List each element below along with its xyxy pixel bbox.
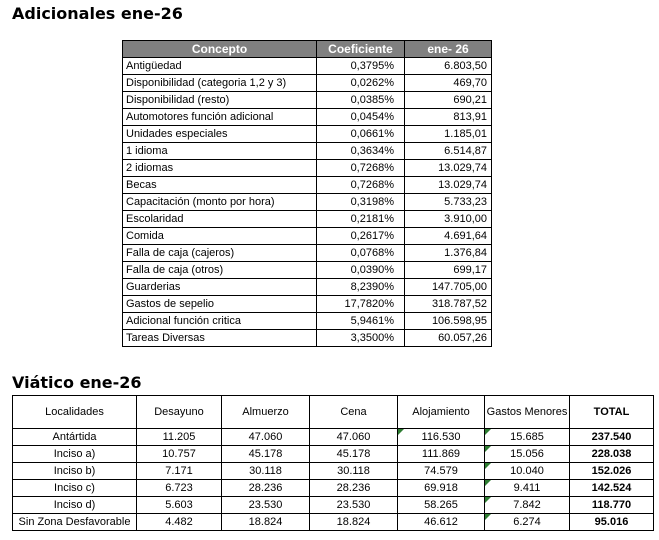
cell-concepto: Tareas Diversas [123,330,317,347]
table-row [123,245,492,262]
cell-value: 237.540 [591,431,632,443]
cell-coeficiente: 8,2390% [317,279,405,296]
cell-value: Sin Zona Desfavorable [18,516,131,528]
table-row [123,211,492,228]
cell-value: 152.026 [591,465,632,477]
cell-concepto: Unidades especiales [123,126,317,143]
cell-marker-icon [485,446,491,452]
cell-concepto: Falla de caja (cajeros) [123,245,317,262]
cell-almuerzo [222,463,310,480]
cell-monto: 5.733,23 [405,194,492,211]
cell-value: 118.770 [591,499,632,511]
table-row [13,463,654,480]
cell-concepto: Becas [123,177,317,194]
cell-value: 23.530 [248,499,283,511]
table-row [123,177,492,194]
cell-total [570,463,654,480]
cell-gastos-menores [485,463,570,480]
cell-value: 23.530 [336,499,371,511]
cell-total [570,446,654,463]
header-localidades: Localidades [13,396,137,429]
table-row [13,514,654,531]
cell-concepto: Gastos de sepelio [123,296,317,313]
cell-value: 15.056 [510,448,544,460]
table-row [13,480,654,497]
cell-monto: 3.910,00 [405,211,492,228]
cell-value: 18.824 [248,516,283,528]
header-desayuno: Desayuno [137,396,222,429]
cell-monto: 4.691,64 [405,228,492,245]
cell-value: 28.236 [248,482,283,494]
cell-cena [310,463,398,480]
cell-gastos-menores [485,429,570,446]
table-row [123,126,492,143]
cell-monto: 6.803,50 [405,58,492,75]
viatico-table [12,395,654,531]
cell-cena [310,429,398,446]
cell-coeficiente: 0,0454% [317,109,405,126]
cell-concepto: Falla de caja (otros) [123,262,317,279]
table-row [123,279,492,296]
header-total: TOTAL [570,396,654,429]
table-row [13,446,654,463]
cell-monto: 13.029,74 [405,177,492,194]
cell-marker-icon [485,514,491,520]
cell-desayuno [137,463,222,480]
header-periodo: ene- 26 [405,41,492,58]
cell-cena [310,480,398,497]
cell-alojamiento [398,480,485,497]
table-row [123,75,492,92]
cell-value: Antártida [52,431,97,443]
cell-value: 4.482 [165,516,193,528]
cell-value: 58.265 [424,499,458,511]
cell-coeficiente: 0,0661% [317,126,405,143]
cell-localidad [13,446,137,463]
cell-localidad [13,429,137,446]
cell-value: 228.038 [591,448,632,460]
cell-alojamiento [398,429,485,446]
cell-concepto: Automotores función adicional [123,109,317,126]
cell-gastos-menores [485,480,570,497]
table-row [123,262,492,279]
cell-monto: 1.185,01 [405,126,492,143]
cell-value: 5.603 [165,499,193,511]
cell-total [570,480,654,497]
cell-concepto: Disponibilidad (categoria 1,2 y 3) [123,75,317,92]
table-row [123,194,492,211]
cell-desayuno [137,497,222,514]
table-row [123,330,492,347]
header-gastos-menores: Gastos Menores [485,396,570,429]
cell-desayuno [137,514,222,531]
cell-value: 30.118 [249,465,282,477]
cell-value: 10.040 [510,465,544,477]
table-row [123,228,492,245]
cell-value: Inciso b) [53,465,96,477]
table-row [13,429,654,446]
cell-gastos-menores [485,514,570,531]
cell-total [570,514,654,531]
cell-cena [310,446,398,463]
cell-coeficiente: 0,3795% [317,58,405,75]
cell-coeficiente: 0,3634% [317,143,405,160]
cell-alojamiento [398,514,485,531]
cell-value: 28.236 [336,482,371,494]
cell-desayuno [137,480,222,497]
table-header-row [123,41,492,58]
cell-concepto: Comida [123,228,317,245]
cell-almuerzo [222,480,310,497]
adicionales-table [122,40,492,347]
cell-monto: 1.376,84 [405,245,492,262]
cell-value: 46.612 [424,516,458,528]
cell-coeficiente: 3,3500% [317,330,405,347]
cell-value: Inciso c) [54,482,95,494]
cell-monto: 147.705,00 [405,279,492,296]
cell-coeficiente: 0,0390% [317,262,405,279]
header-concepto: Concepto [123,41,317,58]
table-row [123,296,492,313]
cell-coeficiente: 0,7268% [317,177,405,194]
cell-value: 95.016 [594,516,629,528]
cell-value: 45.178 [336,448,371,460]
cell-concepto: Guarderias [123,279,317,296]
cell-value: 69.918 [424,482,458,494]
cell-value: 18.824 [336,516,371,528]
cell-coeficiente: 5,9461% [317,313,405,330]
cell-concepto: Capacitación (monto por hora) [123,194,317,211]
cell-value: Inciso d) [53,499,96,511]
cell-concepto: Escolaridad [123,211,317,228]
cell-alojamiento [398,446,485,463]
cell-value: 7.842 [513,499,541,511]
cell-monto: 13.029,74 [405,160,492,177]
cell-alojamiento [398,463,485,480]
cell-value: 74.579 [424,465,458,477]
header-cena: Cena [310,396,398,429]
cell-value: 45.178 [248,448,283,460]
cell-concepto: Antigüedad [123,58,317,75]
cell-localidad [13,463,137,480]
cell-concepto: 2 idiomas [123,160,317,177]
table-row [123,313,492,330]
adicionales-title: Adicionales ene-26 [12,4,183,23]
table-row [13,497,654,514]
cell-value: 15.685 [510,431,544,443]
cell-monto: 318.787,52 [405,296,492,313]
cell-monto: 699,17 [405,262,492,279]
cell-monto: 106.598,95 [405,313,492,330]
cell-marker-icon [485,429,491,435]
table-row [123,92,492,109]
cell-value: 9.411 [513,482,541,494]
cell-total [570,429,654,446]
cell-almuerzo [222,514,310,531]
table-row [123,58,492,75]
cell-value: 111.869 [421,448,461,460]
table-row [123,143,492,160]
table-header-row [13,396,654,429]
cell-value: 11.205 [162,431,196,443]
cell-almuerzo [222,429,310,446]
cell-coeficiente: 0,0262% [317,75,405,92]
cell-desayuno [137,446,222,463]
cell-alojamiento [398,497,485,514]
cell-monto: 813,91 [405,109,492,126]
cell-marker-icon [398,429,404,435]
cell-marker-icon [485,463,491,469]
cell-value: 116.530 [421,431,461,443]
cell-value: 6.723 [165,482,193,494]
cell-monto: 690,21 [405,92,492,109]
cell-coeficiente: 0,2181% [317,211,405,228]
cell-coeficiente: 0,0768% [317,245,405,262]
cell-concepto: Adicional función critica [123,313,317,330]
cell-localidad [13,480,137,497]
table-row [123,160,492,177]
header-coeficiente: Coeficiente [317,41,405,58]
cell-value: 47.060 [248,431,283,443]
header-alojamiento: Alojamiento [398,396,485,429]
cell-almuerzo [222,446,310,463]
cell-marker-icon [485,497,491,503]
cell-marker-icon [485,480,491,486]
cell-gastos-menores [485,497,570,514]
cell-gastos-menores [485,446,570,463]
cell-coeficiente: 0,0385% [317,92,405,109]
cell-concepto: 1 idioma [123,143,317,160]
cell-value: 142.524 [591,482,632,494]
cell-cena [310,497,398,514]
cell-value: 6.274 [513,516,541,528]
cell-value: 10.757 [162,448,196,460]
cell-value: 30.118 [337,465,370,477]
cell-localidad [13,514,137,531]
cell-coeficiente: 0,7268% [317,160,405,177]
cell-value: Inciso a) [53,448,96,460]
cell-monto: 469,70 [405,75,492,92]
cell-almuerzo [222,497,310,514]
cell-cena [310,514,398,531]
cell-localidad [13,497,137,514]
cell-coeficiente: 17,7820% [317,296,405,313]
cell-monto: 6.514,87 [405,143,492,160]
cell-value: 7.171 [165,465,193,477]
cell-concepto: Disponibilidad (resto) [123,92,317,109]
header-almuerzo: Almuerzo [222,396,310,429]
cell-desayuno [137,429,222,446]
cell-monto: 60.057,26 [405,330,492,347]
cell-total [570,497,654,514]
cell-coeficiente: 0,2617% [317,228,405,245]
cell-coeficiente: 0,3198% [317,194,405,211]
viatico-title: Viático ene-26 [12,373,142,392]
table-row [123,109,492,126]
cell-value: 47.060 [336,431,371,443]
